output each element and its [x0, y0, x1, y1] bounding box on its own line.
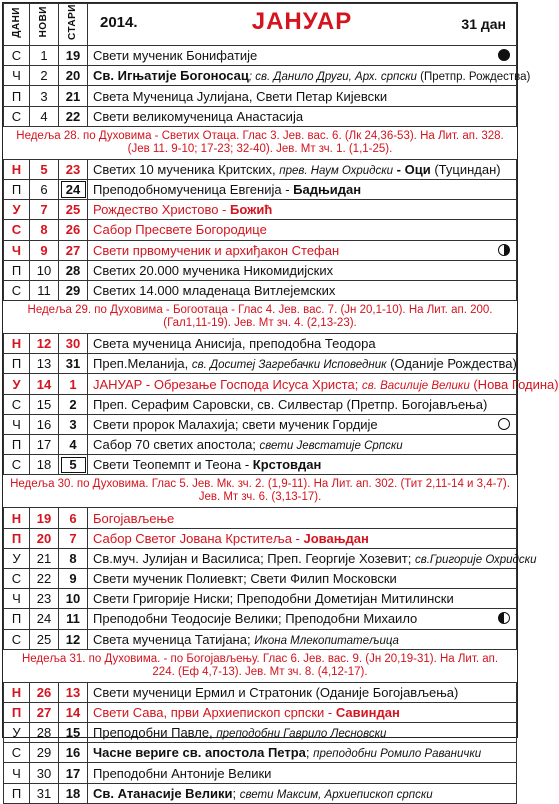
calendar-page — [2, 2, 559, 801]
day-of-week: Ч — [4, 763, 30, 783]
day-row — [4, 374, 517, 394]
feast-name: Свети мученик Полиевкт; Свети Филип Московски — [93, 571, 397, 587]
day-of-week: С — [4, 568, 30, 588]
new-date: 18 — [30, 455, 59, 475]
old-date: 10 — [59, 589, 88, 609]
feast-text — [88, 260, 517, 280]
old-date: 7 — [59, 528, 88, 548]
feast-italic: ; св. Данило Други, Арх. српски — [248, 71, 417, 84]
feast-text — [88, 455, 517, 475]
new-date: 9 — [30, 240, 59, 260]
feast-name: Преподобни Павле, — [93, 725, 217, 741]
feast-name: Света мученица Анисија, преподобна Теодора — [93, 336, 376, 352]
feast-name: Света мученица Татијана; — [93, 631, 255, 647]
old-date: 2 — [59, 394, 88, 414]
day-row — [4, 46, 517, 66]
feast-text — [88, 548, 537, 568]
day-row — [4, 629, 517, 649]
new-date: 22 — [30, 568, 59, 588]
old-date: 27 — [59, 240, 88, 260]
day-row — [4, 783, 517, 803]
old-date: 15 — [59, 723, 88, 743]
day-row — [4, 66, 517, 86]
new-date: 29 — [30, 743, 59, 763]
day-of-week: У — [4, 374, 30, 394]
old-date: 22 — [59, 106, 88, 126]
month-title: ЈАНУАР — [251, 8, 353, 35]
feast-bold: Божић — [230, 202, 273, 218]
feast-bold: Св. Игњатије Богоносац — [93, 68, 249, 84]
day-row — [4, 179, 517, 199]
day-of-week: П — [4, 86, 30, 106]
feast-text — [88, 200, 517, 220]
new-date: 12 — [30, 334, 59, 354]
moon-phase-full-icon — [498, 49, 510, 61]
day-of-week: П — [4, 260, 30, 280]
new-date: 23 — [30, 589, 59, 609]
day-row — [4, 568, 517, 588]
new-date: 26 — [30, 682, 59, 702]
day-row — [4, 528, 517, 548]
feast-name: Свети Сава, први Архиепископ српски - — [93, 705, 336, 720]
feast-bold: Бадњидан — [293, 182, 362, 198]
day-row — [4, 548, 517, 568]
feast-bold: Часне вериге св. апостола Петра — [93, 745, 306, 761]
new-date: 1 — [30, 46, 59, 66]
feast-bold: - Оци — [393, 161, 431, 177]
day-row — [4, 414, 517, 434]
new-date: 31 — [30, 783, 59, 803]
day-of-week: Н — [4, 334, 30, 354]
feast-text — [88, 723, 517, 743]
feast-text — [88, 179, 517, 199]
feast-name: Рождество Христово - — [93, 202, 230, 218]
day-row — [4, 280, 517, 300]
old-date: 17 — [59, 763, 88, 783]
sunday-readings-row — [4, 475, 517, 508]
moon-phase-new-icon — [498, 418, 510, 430]
feast-name: Свети првомученик и архиђакон Стефан — [93, 242, 340, 258]
moon-phase-first-icon — [498, 244, 510, 256]
new-date: 17 — [30, 435, 59, 455]
feast-bold: Св. Атанасије Велики — [93, 785, 233, 801]
old-date: 30 — [59, 334, 88, 354]
day-row — [4, 763, 517, 783]
feast-name: Свети мученици Ермил и Стратоник (Оданије Богојављења) — [93, 684, 459, 700]
col-old-header: СТАРИ — [59, 4, 88, 46]
old-date: 12 — [59, 629, 88, 649]
feast-text — [88, 609, 517, 629]
year: 2014. — [100, 14, 138, 31]
col-days-header: ДАНИ — [4, 4, 30, 46]
new-date: 5 — [30, 159, 59, 179]
sunday-readings: Недеља 31. по Духовима. - по Богојављењу. Глас 6. Јев. вас. 9. (Јн 20,19-31). На Лит. ап. 224. (Еф 4,7-13). Јев. Мт зч. 8. (4,12-17). — [4, 649, 517, 682]
old-date: 9 — [59, 568, 88, 588]
feast-italic: преподобни Ромило Раванички — [313, 748, 482, 761]
title-cell — [88, 4, 517, 46]
old-date: 29 — [59, 280, 88, 300]
days-count: 31 дан — [461, 16, 506, 32]
sunday-readings-row — [4, 649, 517, 682]
feast-note: (Оданије Рождества) — [386, 356, 517, 372]
feast-name: Свети мученик Бонифатије — [93, 48, 258, 64]
new-date: 6 — [30, 179, 59, 199]
day-row — [4, 200, 517, 220]
feast-italic: свети Максим, Архиепископ српски — [239, 788, 433, 801]
day-of-week: П — [4, 702, 30, 722]
feast-text — [88, 334, 517, 354]
feast-text — [88, 589, 517, 609]
day-row — [4, 354, 517, 374]
calendar-body — [4, 46, 559, 804]
feast-text — [88, 435, 517, 455]
new-date: 30 — [30, 763, 59, 783]
day-of-week: П — [4, 435, 30, 455]
feast-name: Преподобни Теодосије Велики; Преподобни Михаило — [93, 611, 418, 627]
calendar-table — [3, 3, 559, 804]
old-date: 1 — [59, 374, 88, 394]
day-of-week: С — [4, 106, 30, 126]
day-of-week: Н — [4, 508, 30, 528]
day-row — [4, 609, 517, 629]
feast-italic: св.Григорије Охридски — [414, 553, 537, 566]
day-row — [4, 589, 517, 609]
feast-name: Сабор Пресвете Богородице — [93, 222, 267, 238]
day-row — [4, 508, 517, 528]
feast-text — [88, 374, 559, 394]
new-date: 4 — [30, 106, 59, 126]
feast-note: (Претпр. Рождества) — [416, 71, 531, 84]
new-date: 16 — [30, 414, 59, 434]
feast-text — [88, 354, 517, 374]
day-of-week: У — [4, 548, 30, 568]
feast-name: ; — [232, 785, 240, 801]
old-date: 4 — [59, 435, 88, 455]
new-date: 3 — [30, 86, 59, 106]
feast-text — [88, 240, 517, 260]
feast-text — [88, 106, 517, 126]
old-date: 8 — [59, 548, 88, 568]
new-date: 11 — [30, 280, 59, 300]
old-date: 3 — [59, 414, 88, 434]
day-row — [4, 743, 517, 763]
feast-italic: св. Василије Велики — [361, 379, 470, 392]
moon-phase-last-icon — [498, 612, 510, 624]
feast-italic: Икона Млекопитатељица — [254, 634, 399, 647]
feast-name: Свети пророк Малахија; свети мученик Гордије — [93, 416, 378, 432]
feast-note: (Туциндан) — [430, 161, 501, 177]
old-date: 26 — [59, 220, 88, 240]
feast-name: Свети великомученица Анастасија — [93, 108, 304, 124]
new-date: 28 — [30, 723, 59, 743]
feast-text — [88, 66, 531, 86]
old-date: 19 — [59, 46, 88, 66]
old-date: 28 — [59, 260, 88, 280]
old-date: 24 — [59, 179, 88, 199]
old-date: 20 — [59, 66, 88, 86]
day-of-week: Н — [4, 159, 30, 179]
sunday-readings-row — [4, 126, 517, 159]
old-date: 11 — [59, 609, 88, 629]
day-of-week: С — [4, 455, 30, 475]
day-of-week: С — [4, 220, 30, 240]
feast-name: ; — [305, 745, 314, 761]
day-of-week: П — [4, 528, 30, 548]
day-row — [4, 159, 517, 179]
feast-note: (Нова Година) — [469, 376, 559, 392]
old-date: 23 — [59, 159, 88, 179]
feast-name: Преподобномученица Евгенија - — [93, 182, 294, 198]
new-date: 8 — [30, 220, 59, 240]
day-of-week: Ч — [4, 66, 30, 86]
feast-name: Преп.Меланија, — [93, 356, 192, 372]
feast-text — [88, 86, 517, 106]
old-date: 6 — [59, 508, 88, 528]
old-date: 13 — [59, 682, 88, 702]
day-row — [4, 334, 517, 354]
day-of-week: П — [4, 783, 30, 803]
day-of-week: Н — [4, 682, 30, 702]
day-of-week: С — [4, 280, 30, 300]
feast-name: Преп. Серафим Саровски, св. Силвестар (Претпр. Богојављења) — [93, 396, 488, 412]
day-row — [4, 394, 517, 414]
feast-text — [88, 46, 517, 66]
day-of-week: С — [4, 394, 30, 414]
feast-text — [88, 682, 517, 702]
feast-name: Светих 20.000 мученика Никомидијских — [93, 262, 334, 278]
new-date: 14 — [30, 374, 59, 394]
new-date: 10 — [30, 260, 59, 280]
day-row — [4, 220, 517, 240]
day-of-week: С — [4, 743, 30, 763]
old-date: 18 — [59, 783, 88, 803]
feast-italic: преподобни Гаврило Лесновски — [216, 728, 387, 741]
feast-name: Преподобни Антоније Велики — [93, 765, 272, 781]
feast-name: Светих 10 мученика Критских, — [93, 161, 280, 177]
old-date: 31 — [59, 354, 88, 374]
day-of-week: Ч — [4, 240, 30, 260]
day-of-week: С — [4, 629, 30, 649]
day-row — [4, 106, 517, 126]
old-date: 21 — [59, 86, 88, 106]
feast-text — [88, 702, 517, 722]
feast-italic: свети Јевстатије Српски — [259, 440, 403, 453]
day-row — [4, 435, 517, 455]
feast-italic: св. Доситеј Загребачки Исповедник — [191, 359, 387, 372]
feast-text — [88, 629, 517, 649]
feast-text — [88, 763, 517, 783]
feast-text — [88, 568, 517, 588]
feast-name: Света Мученица Јулијана, Свети Петар Кијевски — [93, 88, 388, 104]
old-date: 14 — [59, 702, 88, 722]
new-date: 21 — [30, 548, 59, 568]
feast-text — [88, 394, 517, 414]
sunday-readings: Недеља 30. по Духовима. Глас 5. Јев. Мк. зч. 2. (1,9-11). На Лит. ап. 302. (Тит 2,11-14 и 3,4-7). Јев. Мт зч. 6. (3,13-17). — [4, 475, 517, 508]
feast-bold: Крстовдан — [252, 457, 322, 473]
feast-name: Сабор 70 светих апостола; — [93, 437, 260, 453]
feast-name: Сабор Светог Јована Крститеља - — [93, 530, 304, 546]
header-row — [4, 4, 517, 46]
feast-text — [88, 414, 517, 434]
feast-text — [88, 159, 517, 179]
new-date: 13 — [30, 354, 59, 374]
feast-name: Св.муч. Јулијан и Василиса; Преп. Георгије Хозевит; — [93, 550, 415, 566]
feast-text — [88, 743, 517, 763]
day-row — [4, 86, 517, 106]
new-date: 2 — [30, 66, 59, 86]
day-row — [4, 702, 517, 722]
feast-name: Свети Теопемпт и Теона - — [93, 457, 253, 473]
day-of-week: П — [4, 609, 30, 629]
day-of-week: Ч — [4, 414, 30, 434]
sunday-readings: Недеља 29. по Духовима - Богоотаца - Глас 4. Јев. вас. 7. (Јн 20,1-10). На Лит. ап. 200. (Гал1,11-19). Јев. Мт зч. 4. (2,13-23). — [4, 301, 517, 334]
feast-bold: Јовањдан — [303, 530, 369, 546]
old-date: 5 — [59, 455, 88, 475]
new-date: 25 — [30, 629, 59, 649]
feast-bold: Савиндан — [335, 705, 400, 720]
feast-italic: прев. Наум Охридски — [279, 164, 394, 177]
day-of-week: П — [4, 179, 30, 199]
day-of-week: У — [4, 723, 30, 743]
day-row — [4, 682, 517, 702]
day-of-week: У — [4, 200, 30, 220]
new-date: 24 — [30, 609, 59, 629]
day-row — [4, 455, 517, 475]
col-new-header: НОВИ — [30, 4, 59, 46]
day-row — [4, 260, 517, 280]
old-date: 25 — [59, 200, 88, 220]
feast-text — [88, 528, 517, 548]
feast-text — [88, 508, 517, 528]
feast-name: ЈАНУАР - Обрезање Господа Исуса Христа; — [93, 376, 362, 392]
new-date: 7 — [30, 200, 59, 220]
new-date: 27 — [30, 702, 59, 722]
new-date: 15 — [30, 394, 59, 414]
day-row — [4, 723, 517, 743]
feast-text — [88, 280, 517, 300]
feast-text — [88, 220, 517, 240]
day-of-week: П — [4, 354, 30, 374]
feast-name: Богојављење — [93, 510, 175, 526]
sunday-readings-row — [4, 301, 517, 334]
feast-text — [88, 783, 517, 803]
day-row — [4, 240, 517, 260]
old-date: 16 — [59, 743, 88, 763]
feast-name: Свети Григорије Ниски; Преподобни Дометијан Митилински — [93, 591, 454, 607]
new-date: 19 — [30, 508, 59, 528]
day-of-week: Ч — [4, 589, 30, 609]
new-date: 20 — [30, 528, 59, 548]
feast-name: Светих 14.000 младенаца Витлејемских — [93, 283, 336, 298]
sunday-readings: Недеља 28. по Духовима - Светих Отаца. Глас 3. Јев. вас. 6. (Лк 24,36-53). На Лит. ап. 328. (Јев 11. 9-10; 17-23; 32-40). Јев. Мт зч. 1. (1,1-25). — [4, 126, 517, 159]
day-of-week: С — [4, 46, 30, 66]
